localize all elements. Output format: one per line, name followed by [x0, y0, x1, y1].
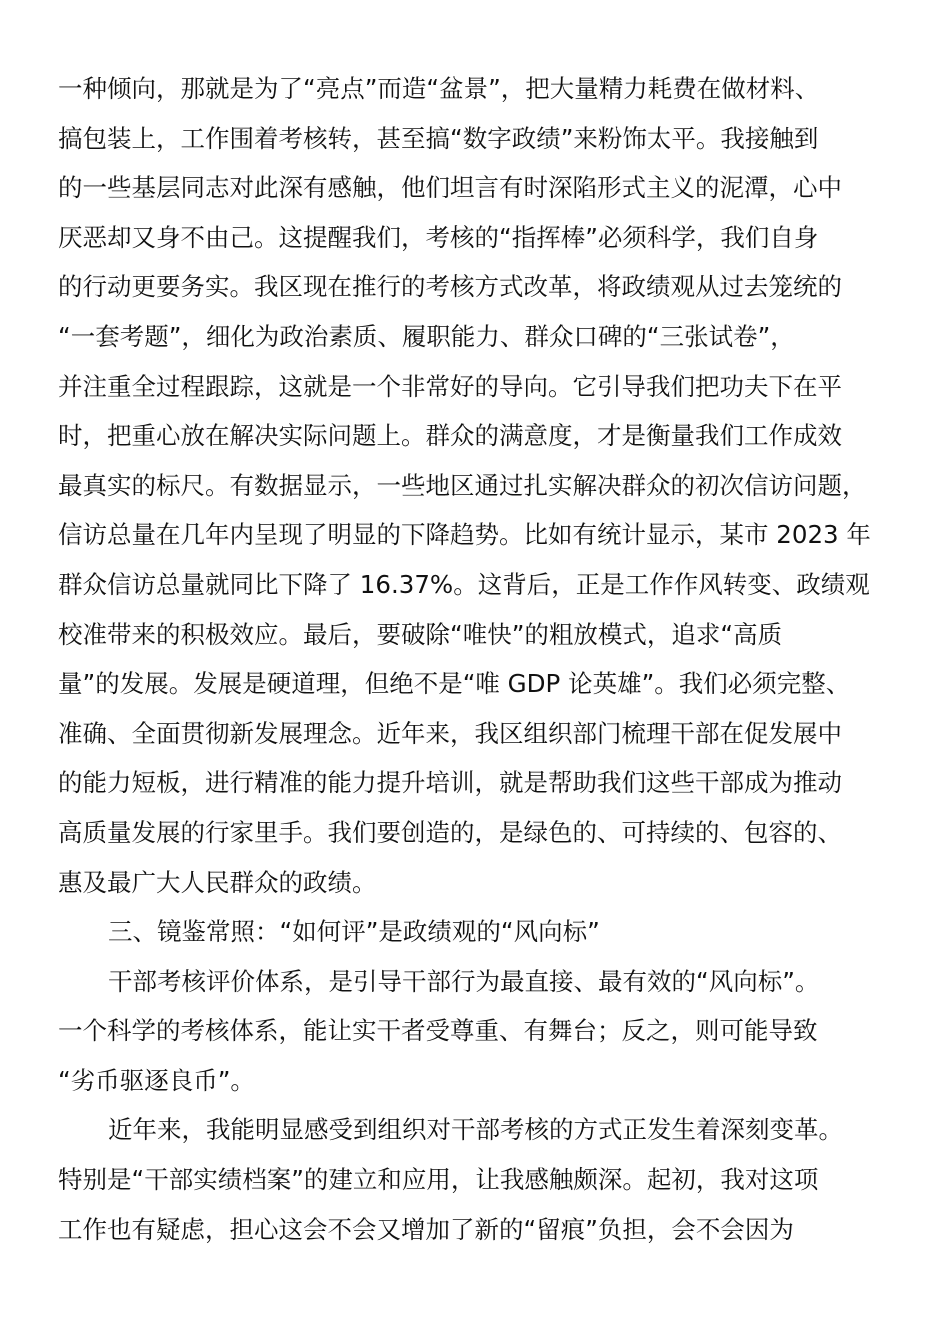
text-line: 的一些基层同志对此深有感触，他们坦言有时深陷形式主义的泥潭，心中	[58, 173, 842, 203]
text-line: 干部考核评价体系，是引导干部行为最直接、最有效的“风向标”。	[108, 966, 820, 996]
text-line: 的行动更要务实。我区现在推行的考核方式改革，将政绩观从过去笼统的	[58, 272, 842, 302]
text-line: 群众信访总量就同比下降了 16.37%。这背后，正是工作作风转变、政绩观	[58, 569, 870, 599]
text-line: 的能力短板，进行精准的能力提升培训，就是帮助我们这些干部成为推动	[58, 768, 842, 798]
text-line: 时，把重心放在解决实际问题上。群众的满意度，才是衡量我们工作成效	[58, 421, 842, 451]
section-heading: 三、镜鉴常照：“如何评”是政绩观的“风向标”	[108, 917, 600, 947]
text-line: 高质量发展的行家里手。我们要创造的，是绿色的、可持续的、包容的、	[58, 817, 842, 847]
text-line: 一个科学的考核体系，能让实干者受尊重、有舞台；反之，则可能导致	[58, 1016, 818, 1046]
text-line: 校准带来的积极效应。最后，要破除“唯快”的粗放模式，追求“高质	[58, 619, 783, 649]
text-line: 搞包装上，工作围着考核转，甚至搞“数字政绩”来粉饰太平。我接触到	[58, 123, 819, 153]
text-line: 一种倾向，那就是为了“亮点”而造“盆景”，把大量精力耗费在做材料、	[58, 74, 820, 103]
text-line: 量”的发展。发展是硬道理，但绝不是“唯 GDP 论英雄”。我们必须完整、	[58, 669, 851, 699]
text-line: “劣币驱逐良币”。	[58, 1065, 255, 1095]
text-line: 惠及最广大人民群众的政绩。	[58, 867, 377, 897]
text-line: 并注重全过程跟踪，这就是一个非常好的导向。它引导我们把功夫下在平	[58, 371, 842, 401]
text-line: 信访总量在几年内呈现了明显的下降趋势。比如有统计显示，某市 2023 年	[58, 520, 871, 550]
paragraph-3	[58, 1105, 892, 1254]
text-line: 近年来，我能明显感受到组织对干部考核的方式正发生着深刻变革。	[108, 1115, 843, 1145]
text-line: “一套考题”，细化为政治素质、履职能力、群众口碑的“三张试卷”，	[58, 321, 795, 351]
text-line: 特别是“干部实绩档案”的建立和应用，让我感触颇深。起初，我对这项	[58, 1165, 819, 1195]
text-line: 工作也有疑虑，担心这会不会又增加了新的“留痕”负担，会不会因为	[58, 1214, 794, 1244]
text-line: 准确、全面贯彻新发展理念。近年来，我区组织部门梳理干部在促发展中	[58, 718, 842, 748]
paragraph-2	[58, 957, 892, 1106]
text-line: 最真实的标尺。有数据显示，一些地区通过扎实解决群众的初次信访问题，	[58, 470, 867, 500]
text-line: 厌恶却又身不由己。这提醒我们，考核的“指挥棒”必须科学，我们自身	[58, 222, 819, 252]
paragraph-1	[58, 64, 892, 907]
